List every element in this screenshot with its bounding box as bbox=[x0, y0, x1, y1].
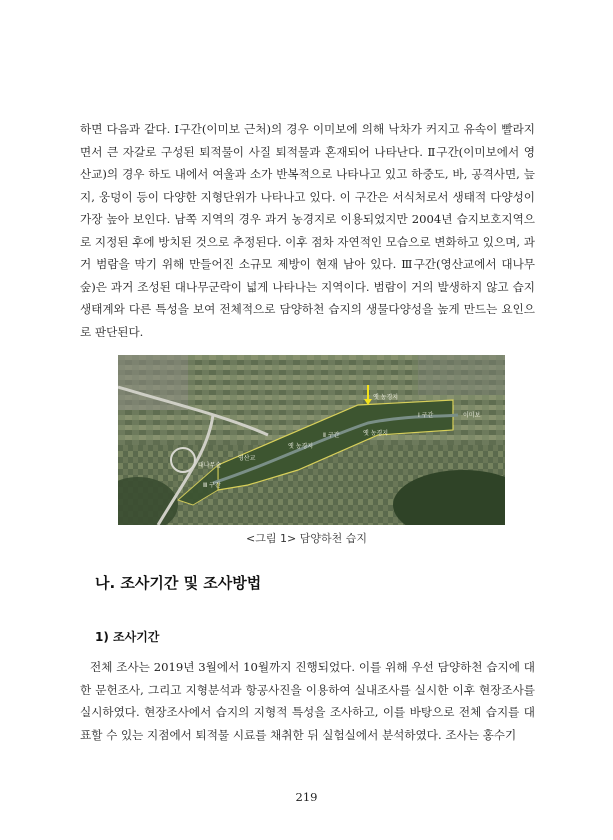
label-farmland: 옛 농경지 bbox=[363, 430, 389, 437]
body-paragraph: 전체 조사는 2019년 3월에서 10월까지 진행되었다. 이를 위해 우선 담양하천 습지에 대한 문헌조사, 그리고 지형분석과 항공사진을 이용하여 실내조사를 실시한 이후 현장조사를 실시하였다. 현장조사에서 습지의 지형적 특성을 조사하고, 이를 바탕으로 전체 습지를 대표할 수 있는 지점에서 퇴적물 시료를 채취한 뒤 실험실에서 분석하였다. 조사는 홍수기 bbox=[80, 660, 535, 742]
aerial-photo-figure bbox=[118, 355, 505, 525]
aerial-photo bbox=[118, 355, 505, 525]
label-farmland: 옛 농경지 bbox=[373, 394, 399, 401]
label-section-1: Ⅰ 구간 bbox=[418, 412, 434, 419]
label-bamboo: 대나무숲 bbox=[198, 462, 222, 469]
label-yeongsan-bridge: 영산교 bbox=[238, 455, 256, 462]
label-farmland: 옛 농경지 bbox=[288, 443, 314, 450]
page-number: 219 bbox=[295, 790, 318, 804]
section-heading: 나. 조사기간 및 조사방법 bbox=[95, 574, 262, 592]
label-imibo: 이미보 bbox=[463, 412, 481, 419]
subsection-heading: 1) 조사기간 bbox=[95, 630, 160, 644]
body-paragraph: 하면 다음과 같다. Ⅰ구간(이미보 근처)의 경우 이미보에 의해 낙차가 커지고 유속이 빨라지면서 큰 자갈로 구성된 퇴적물이 사질 퇴적물과 혼재되어 나타난다. Ⅱ구간(이미보에서 영산교)의 경우 하도 내에서 여울과 소가 반복적으로 나타나고 있고 하중도, 바, 공격사면, 늪지, 웅덩이 등이 다양한 지형단위가 나타나고 있다. 이 구간은 서식처로서 생태적 다양성이 가장 높아 보인다. 남쪽 지역의 경우 과거 농경지로 이용되었지만 2004년 습지보호지역으로 지정된 후에 방치된 것으로 추정된다. 이후 점차 자연적인 모습으로 변화하고 있으며, 과거 범람을 막기 위해 만들어진 소규모 제방이 현재 남아 있다. Ⅲ구간(영산교에서 대나무숲)은 과거 조성된 대나무군락이 넓게 나타나는 지역이다. 범람이 거의 발생하지 않고 습지 생태계와 다른 특성을 보여 전체적으로 담양하천 습지의 생물다양성을 높게 만드는 요인으로 판단된다. bbox=[80, 122, 535, 339]
label-section-3: Ⅲ 구간 bbox=[203, 482, 221, 489]
label-section-2: Ⅱ 구간 bbox=[323, 432, 340, 439]
figure-caption: <그림 1> 담양하천 습지 bbox=[246, 532, 367, 545]
